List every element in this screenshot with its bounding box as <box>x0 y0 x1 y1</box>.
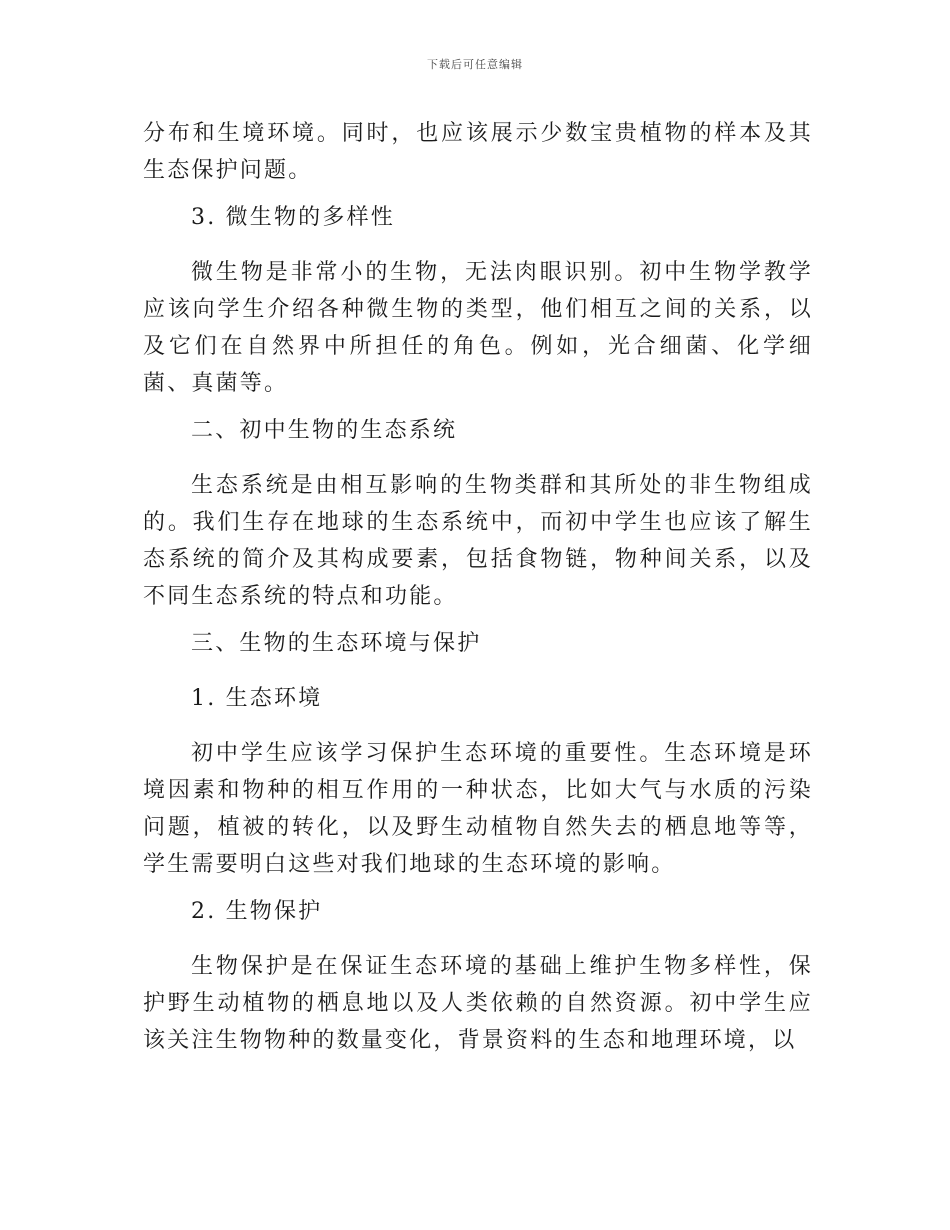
heading-microbe-diversity: 3. 微生物的多样性 <box>191 205 395 230</box>
paragraph-eco-environment: 初中学生应该学习保护生态环境的重要性。生态环境是环境因素和物种的相互作用的一种状态，比如大气与水质的污染问题，植被的转化，以及野生动植物自然失去的栖息地等等，学生需要明白这些对我们地球的生态环境的影响。 <box>143 741 813 877</box>
heading-ecosystem: 二、初中生物的生态系统 <box>191 418 458 443</box>
paragraph-plant-distribution: 分布和生境环境。同时，也应该展示少数宝贵植物的样本及其生态保护问题。 <box>143 121 813 183</box>
heading-eco-environment: 1. 生态环境 <box>191 686 323 711</box>
paragraph-bio-protection: 生物保护是在保证生态环境的基础上维护生物多样性，保护野生动植物的栖息地以及人类依赖的自然资源。初中学生应该关注生物物种的数量变化，背景资料的生态和地理环境，以 <box>143 954 813 1053</box>
document-body <box>143 115 813 1069</box>
heading-bio-protection: 2. 生物保护 <box>191 899 323 924</box>
heading-environment-protection: 三、生物的生态环境与保护 <box>191 631 482 656</box>
paragraph-ecosystem: 生态系统是由相互影响的生物类群和其所处的非生物组成的。我们生存在地球的生态系统中，而初中学生也应该了解生态系统的简介及其构成要素，包括食物链，物种间关系，以及不同生态系统的特点和功能。 <box>143 473 813 609</box>
page-header: 下载后可任意编辑 <box>427 58 523 71</box>
paragraph-microbes: 微生物是非常小的生物，无法肉眼识别。初中生物学教学应该向学生介绍各种微生物的类型，他们相互之间的关系，以及它们在自然界中所担任的角色。例如，光合细菌、化学细菌、真菌等。 <box>143 260 813 396</box>
